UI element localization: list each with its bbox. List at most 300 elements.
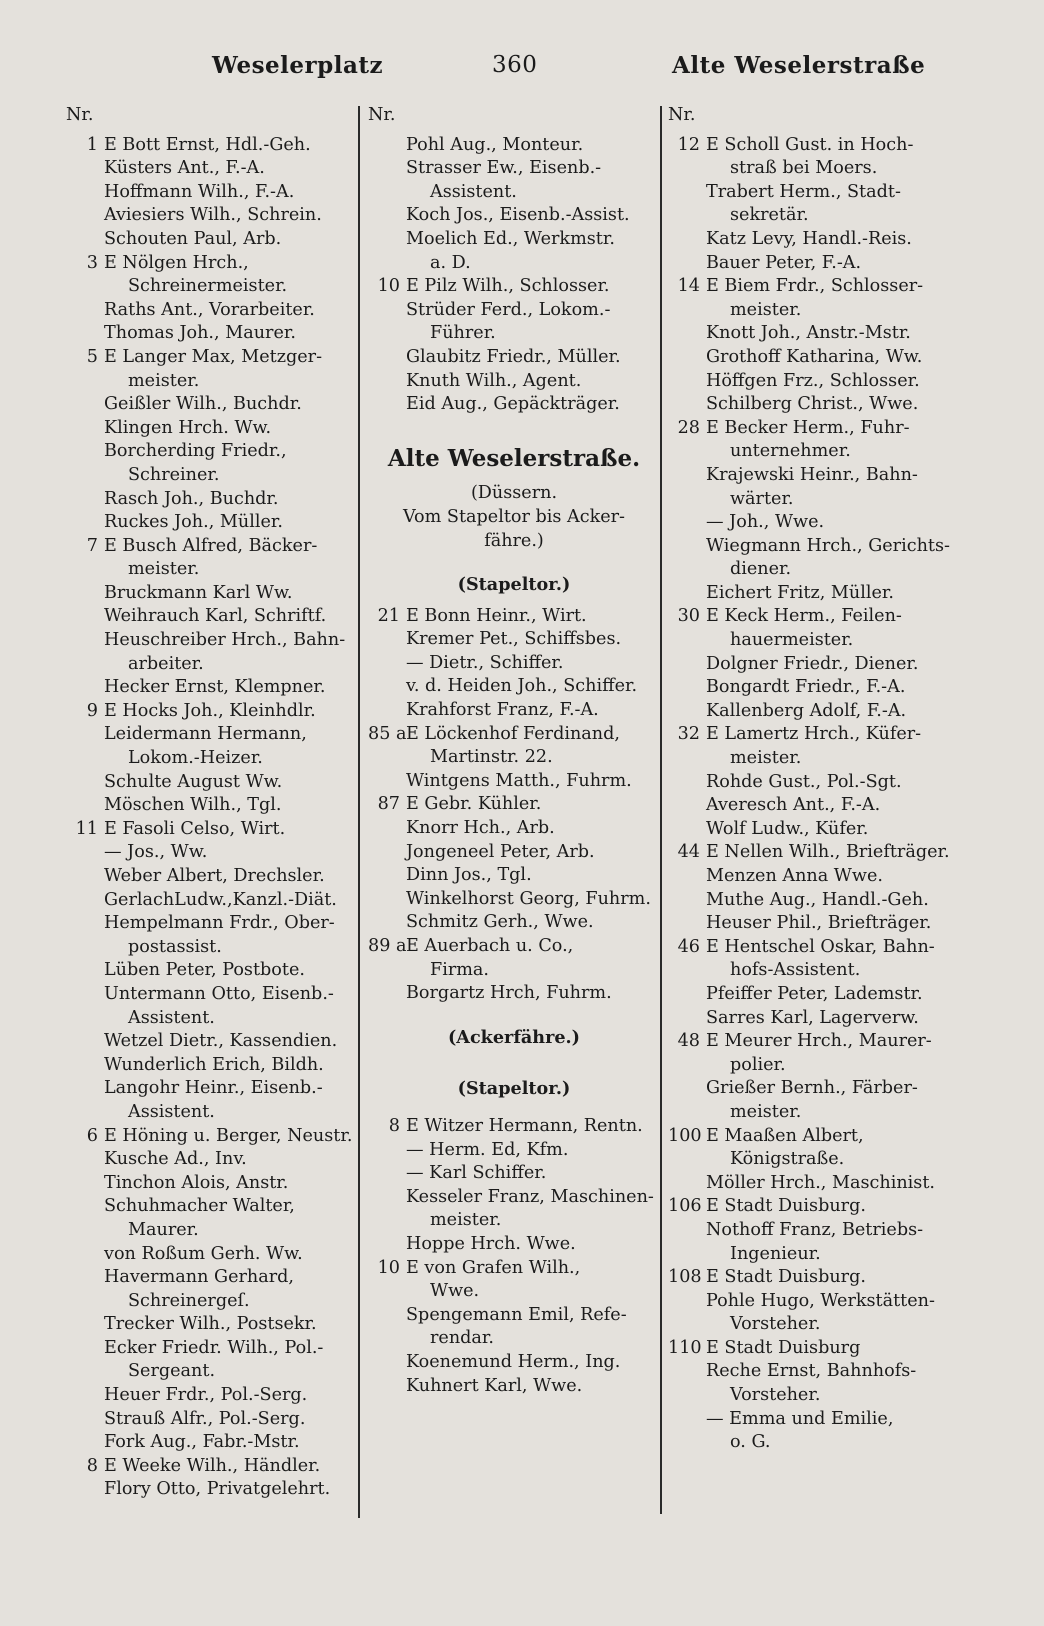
entry-text: Weber Albert, Drechsler. xyxy=(104,866,325,886)
list-item xyxy=(368,1327,660,1351)
list-item xyxy=(368,699,660,723)
entry-text: E Lamertz Hrch., Küfer- xyxy=(706,724,922,745)
column-heading: Nr. xyxy=(668,105,696,125)
section-heading: (Stapeltor.) xyxy=(457,1078,571,1100)
house-number: 6 xyxy=(86,1125,98,1146)
list-item xyxy=(668,204,968,228)
list-item xyxy=(66,228,356,252)
column-2 xyxy=(368,104,660,1398)
entry-text: E Nölgen Hrch., xyxy=(104,252,249,273)
list-item xyxy=(668,1125,968,1149)
entry-text: a. D. xyxy=(430,252,471,273)
entry-text: meister. xyxy=(730,748,802,769)
list-item xyxy=(66,582,356,606)
entry-list xyxy=(368,605,660,1006)
list-item xyxy=(668,1360,968,1384)
list-item xyxy=(66,1030,356,1054)
house-number: 12 xyxy=(677,134,700,155)
entry-text: E Nellen Wilh., Briefträger. xyxy=(706,842,950,863)
section-heading: (Stapeltor.) xyxy=(457,574,571,596)
entry-text: Pfeiffer Peter, Lademstr. xyxy=(706,983,923,1004)
entry-text: v. d. Heiden Joh., Schiffer. xyxy=(406,676,638,697)
list-item xyxy=(66,676,356,700)
entry-text: Schreiner. xyxy=(128,464,220,485)
entry-text: Muthe Aug., Handl.-Geh. xyxy=(706,889,929,910)
house-number: 85 a xyxy=(368,723,407,744)
entry-text: Klingen Hrch. Ww. xyxy=(104,417,272,438)
entry-text: rendar. xyxy=(430,1328,494,1349)
list-item xyxy=(368,134,660,158)
house-number: 3 xyxy=(86,252,98,273)
entry-text: Knorr Hch., Arb. xyxy=(406,818,555,839)
list-item xyxy=(66,1431,356,1455)
entry-text: polier. xyxy=(730,1054,786,1075)
entry-text: straß bei Moers. xyxy=(730,158,878,179)
entry-text: Firma. xyxy=(430,959,490,980)
list-item xyxy=(368,1115,660,1139)
list-item xyxy=(368,817,660,841)
list-item xyxy=(66,936,356,960)
list-item xyxy=(668,983,968,1007)
entry-text: Rasch Joh., Buchdr. xyxy=(104,488,279,509)
list-item xyxy=(66,1007,356,1031)
list-item xyxy=(66,912,356,936)
entry-text: Thomas Joh., Maurer. xyxy=(104,323,296,344)
list-item xyxy=(66,865,356,889)
list-item xyxy=(66,252,356,276)
entry-text: Krahforst Franz, F.-A. xyxy=(406,700,599,721)
entry-text: Pohl Aug., Monteur. xyxy=(406,134,584,155)
entry-text: Fork Aug., Fabr.-Mstr. xyxy=(104,1432,300,1453)
entry-text: Schilberg Christ., Wwe. xyxy=(706,394,919,415)
house-number: 7 xyxy=(86,535,98,556)
list-item xyxy=(368,1139,660,1163)
list-item xyxy=(668,1101,968,1125)
entry-text: arbeiter. xyxy=(128,653,204,674)
list-item xyxy=(368,1257,660,1281)
entry-text: Heuer Frdr., Pol.-Serg. xyxy=(104,1385,308,1406)
list-item xyxy=(368,181,660,205)
entry-text: wärter. xyxy=(730,488,794,509)
entry-text: Knott Joh., Anstr.-Mstr. xyxy=(706,323,911,344)
entry-text: E Auerbach u. Co., xyxy=(406,936,574,956)
entry-text: Königstraße. xyxy=(730,1149,845,1170)
list-item xyxy=(368,959,660,983)
entry-text: Nothoff Franz, Betriebs- xyxy=(706,1219,924,1240)
list-item xyxy=(66,1172,356,1196)
entry-text: Borcherding Friedr., xyxy=(104,441,287,462)
list-item xyxy=(66,794,356,818)
entry-text: Sarres Karl, Lagerverw. xyxy=(706,1007,919,1028)
entry-text: Grothoff Katharina, Ww. xyxy=(706,346,923,367)
list-item xyxy=(66,700,356,724)
list-item xyxy=(668,1408,968,1432)
house-number: 10 xyxy=(377,276,400,297)
house-number: 100 xyxy=(668,1125,702,1146)
list-item xyxy=(368,1351,660,1375)
list-item xyxy=(368,1162,660,1186)
list-item xyxy=(668,440,968,464)
entry-text: Schreinergeſ. xyxy=(128,1290,250,1311)
list-item xyxy=(66,488,356,512)
entry-text: Strauß Alfr., Pol.-Serg. xyxy=(104,1408,306,1429)
list-item xyxy=(668,723,968,747)
house-number: 14 xyxy=(677,276,700,297)
entry-text: E Becker Herm., Fuhr- xyxy=(706,417,910,438)
entry-text: Höffgen Frz., Schlosser. xyxy=(706,370,920,391)
list-item xyxy=(668,157,968,181)
entry-text: Pohle Hugo, Werkstätten- xyxy=(706,1290,935,1311)
entry-text: Eid Aug., Gepäckträger. xyxy=(406,394,620,415)
house-number: 5 xyxy=(86,346,98,367)
list-item xyxy=(368,393,660,417)
list-item xyxy=(668,370,968,394)
list-item xyxy=(66,771,356,795)
list-item xyxy=(66,1337,356,1361)
entry-text: Koch Jos., Eisenb.-Assist. xyxy=(406,205,630,226)
list-item xyxy=(66,1101,356,1125)
list-item xyxy=(368,605,660,629)
house-number: 89 a xyxy=(368,936,407,956)
list-item xyxy=(66,747,356,771)
entry-text: Wetzel Dietr., Kassendien. xyxy=(104,1031,338,1052)
entry-text: Vorsteher. xyxy=(730,1314,821,1335)
house-number: 9 xyxy=(86,700,98,721)
entry-text: Tinchon Alois, Anstr. xyxy=(104,1172,289,1193)
house-number: 110 xyxy=(668,1337,702,1358)
list-item xyxy=(66,299,356,323)
list-item xyxy=(66,605,356,629)
entry-text: Winkelhorst Georg, Fuhrm. xyxy=(406,888,651,909)
list-item xyxy=(368,252,660,276)
list-item xyxy=(368,157,660,181)
list-item xyxy=(368,746,660,770)
entry-text: Koenemund Herm., Ing. xyxy=(406,1351,621,1372)
entry-text: E Bonn Heinr., Wirt. xyxy=(406,605,587,626)
entry-text: o. G. xyxy=(730,1432,771,1453)
street-note: Vom Stapeltor bis Acker- xyxy=(402,506,626,527)
list-item xyxy=(66,1360,356,1384)
entry-text: E Stadt Duisburg. xyxy=(706,1267,866,1288)
list-item xyxy=(668,889,968,913)
entry-text: Möschen Wilh., Tgl. xyxy=(104,795,282,816)
list-item xyxy=(668,653,968,677)
entry-text: Kremer Pet., Schiffsbes. xyxy=(406,629,622,650)
entry-text: E Scholl Gust. in Hoch- xyxy=(706,134,914,155)
entry-text: E Stadt Duisburg xyxy=(706,1337,861,1358)
entry-text: meister. xyxy=(730,299,802,320)
entry-text: Menzen Anna Wwe. xyxy=(706,866,883,886)
entry-text: Strasser Ew., Eisenb.- xyxy=(406,158,602,179)
list-item xyxy=(66,181,356,205)
list-item xyxy=(668,346,968,370)
entry-text: Ingenieur. xyxy=(730,1243,821,1264)
entry-text: Reche Ernst, Bahnhofs- xyxy=(706,1361,917,1382)
list-item xyxy=(668,629,968,653)
entry-text: Wwe. xyxy=(430,1281,480,1302)
entry-text: Averesch Ant., F.-A. xyxy=(706,795,881,816)
entry-text: Sergeant. xyxy=(128,1361,216,1382)
list-item xyxy=(668,1172,968,1196)
list-item xyxy=(66,204,356,228)
entry-text: — Karl Schiffer. xyxy=(406,1163,547,1184)
entry-text: E Löckenhof Ferdinand, xyxy=(406,723,620,744)
list-item xyxy=(668,322,968,346)
list-item xyxy=(66,535,356,559)
list-item xyxy=(668,936,968,960)
entry-text: — Joh., Wwe. xyxy=(706,512,825,533)
entry-text: Lüben Peter, Postbote. xyxy=(104,960,305,981)
entry-text: Bruckmann Karl Ww. xyxy=(104,582,293,603)
entry-text: Katz Levy, Handl.-Reis. xyxy=(706,228,912,249)
entry-text: Bauer Peter, F.-A. xyxy=(706,252,862,273)
entry-text: Assistent. xyxy=(128,1007,215,1028)
list-item xyxy=(368,982,660,1006)
list-item xyxy=(668,134,968,158)
entry-text: Aviesiers Wilh., Schrein. xyxy=(104,205,322,226)
entry-text: Jongeneel Peter, Arb. xyxy=(406,841,595,862)
entry-text: Wintgens Matth., Fuhrm. xyxy=(406,770,632,791)
entry-text: Martinstr. 22. xyxy=(430,747,553,768)
entry-text: Ecker Friedr. Wilh., Pol.- xyxy=(104,1337,324,1358)
entry-text: E Hentschel Oskar, Bahn- xyxy=(706,936,935,957)
list-item xyxy=(368,888,660,912)
entry-text: Möller Hrch., Maschinist. xyxy=(706,1172,935,1193)
list-item xyxy=(668,1195,968,1219)
entry-text: Dinn Jos., Tgl. xyxy=(406,865,532,886)
list-item xyxy=(66,558,356,582)
list-item xyxy=(66,275,356,299)
list-item xyxy=(368,1233,660,1257)
list-item xyxy=(668,417,968,441)
list-item xyxy=(66,1313,356,1337)
entry-text: Vorsteher. xyxy=(730,1385,821,1406)
entry-list xyxy=(368,134,660,417)
house-number: 30 xyxy=(677,606,700,627)
street-note: (Düssern. xyxy=(470,483,558,504)
list-item xyxy=(668,1313,968,1337)
entry-text: Glaubitz Friedr., Müller. xyxy=(406,346,621,367)
list-item xyxy=(668,1007,968,1031)
list-item xyxy=(668,794,968,818)
list-item xyxy=(668,464,968,488)
entry-text: Hecker Ernst, Klempner. xyxy=(104,677,326,698)
list-item xyxy=(668,959,968,983)
list-item xyxy=(668,1337,968,1361)
column-3 xyxy=(668,104,968,1455)
house-number: 21 xyxy=(377,605,400,626)
entry-text: Assistent. xyxy=(430,181,517,202)
list-item xyxy=(668,275,968,299)
list-item xyxy=(668,1030,968,1054)
entry-text: Moelich Ed., Werkmstr. xyxy=(406,228,615,249)
street-title: Alte Weselerstraße. xyxy=(387,444,641,472)
entry-text: Rohde Gust., Pol.-Sgt. xyxy=(706,771,902,792)
entry-text: Dolgner Friedr., Diener. xyxy=(706,653,919,674)
list-item xyxy=(368,299,660,323)
list-item xyxy=(368,1186,660,1210)
running-head-left: Weselerplatz xyxy=(212,52,384,79)
entry-text: Trabert Herm., Stadt- xyxy=(706,181,901,202)
entry-text: E Langer Max, Metzger- xyxy=(104,346,323,367)
list-item xyxy=(66,417,356,441)
column-divider xyxy=(660,106,662,1514)
list-item xyxy=(66,841,356,865)
list-item xyxy=(668,511,968,535)
list-item xyxy=(668,1266,968,1290)
list-item xyxy=(66,1243,356,1267)
entry-text: E Biem Frdr., Schlosser- xyxy=(706,276,924,297)
list-item xyxy=(66,818,356,842)
house-number: 10 xyxy=(377,1257,400,1278)
list-item xyxy=(368,864,660,888)
list-item xyxy=(66,134,356,158)
entry-text: Ruckes Joh., Müller. xyxy=(104,512,283,533)
entry-text: Trecker Wilh., Postsekr. xyxy=(104,1314,317,1335)
list-item xyxy=(66,723,356,747)
entry-text: Führer. xyxy=(430,323,496,344)
list-item xyxy=(368,841,660,865)
list-item xyxy=(66,511,356,535)
entry-text: von Roßum Gerh. Ww. xyxy=(104,1243,303,1264)
list-item xyxy=(66,1219,356,1243)
entry-text: Schouten Paul, Arb. xyxy=(104,228,282,249)
house-number: 11 xyxy=(75,818,98,839)
entry-text: unternehmer. xyxy=(730,441,851,462)
list-item xyxy=(368,1280,660,1304)
entry-text: E Hocks Joh., Kleinhdlr. xyxy=(104,700,316,721)
entry-text: E Weeke Wilh., Händler. xyxy=(104,1455,321,1476)
entry-text: sekretär. xyxy=(730,205,809,226)
entry-text: Lokom.-Heizer. xyxy=(128,748,263,769)
entry-text: Havermann Gerhard, xyxy=(104,1267,294,1288)
entry-text: E Bott Ernst, Hdl.-Geh. xyxy=(104,134,311,155)
list-item xyxy=(66,1455,356,1479)
list-item xyxy=(66,464,356,488)
list-item xyxy=(668,605,968,629)
entry-text: — Emma und Emilie, xyxy=(706,1408,894,1429)
list-item xyxy=(668,488,968,512)
list-item xyxy=(368,322,660,346)
list-item xyxy=(66,322,356,346)
list-item xyxy=(368,204,660,228)
entry-text: Krajewski Heinr., Bahn- xyxy=(706,464,918,485)
entry-text: Kallenberg Adolf, F.-A. xyxy=(706,700,907,721)
list-item xyxy=(668,1148,968,1172)
entry-text: Spengemann Emil, Refe- xyxy=(406,1304,627,1325)
entry-text: Wiegmann Hrch., Gerichts- xyxy=(706,535,950,556)
list-item xyxy=(66,1408,356,1432)
entry-text: meister. xyxy=(128,370,200,391)
entry-text: E Keck Herm., Feilen- xyxy=(706,606,902,627)
house-number: 32 xyxy=(677,724,700,745)
entry-text: Wunderlich Erich, Bildh. xyxy=(104,1054,324,1075)
entry-text: Strüder Ferd., Lokom.- xyxy=(406,299,611,320)
entry-text: Hoffmann Wilh., F.-A. xyxy=(104,181,295,202)
list-item xyxy=(66,1148,356,1172)
entry-text: Kusche Ad., Inv. xyxy=(104,1149,247,1170)
list-item xyxy=(66,1054,356,1078)
list-item xyxy=(368,275,660,299)
entry-text: Hoppe Hrch. Wwe. xyxy=(406,1233,576,1254)
list-item xyxy=(668,228,968,252)
house-number: 48 xyxy=(677,1031,700,1052)
list-item xyxy=(368,675,660,699)
street-note: fähre.) xyxy=(484,530,544,551)
entry-text: hauermeister. xyxy=(730,630,854,651)
list-item xyxy=(368,770,660,794)
list-item xyxy=(668,1384,968,1408)
list-item xyxy=(368,1209,660,1233)
section-heading: (Ackerfähre.) xyxy=(447,1026,580,1048)
list-item xyxy=(368,1375,660,1399)
entry-text: Langohr Heinr., Eisenb.- xyxy=(104,1078,323,1099)
list-item xyxy=(66,440,356,464)
list-item xyxy=(368,935,660,959)
entry-text: — Herm. Ed, Kfm. xyxy=(406,1139,569,1160)
list-item xyxy=(668,1077,968,1101)
entry-text: Kuhnert Karl, Wwe. xyxy=(406,1375,583,1396)
entry-text: Schuhmacher Walter, xyxy=(104,1196,295,1217)
entry-text: E Pilz Wilh., Schlosser. xyxy=(406,276,610,297)
entry-text: E Witzer Hermann, Rentn. xyxy=(406,1115,643,1136)
entry-text: meister. xyxy=(730,1101,802,1122)
list-item xyxy=(368,793,660,817)
entry-text: Hempelmann Frdr., Ober- xyxy=(104,913,335,934)
entry-text: — Dietr., Schiffer. xyxy=(406,652,564,673)
entry-text: E Busch Alfred, Bäcker- xyxy=(104,535,318,556)
entry-text: hofs-Assistent. xyxy=(730,960,861,981)
entry-text: E Gebr. Kühler. xyxy=(406,794,542,815)
list-item xyxy=(66,889,356,913)
house-number: 1 xyxy=(86,134,98,155)
column-heading: Nr. xyxy=(66,105,94,125)
entry-text: E Stadt Duisburg. xyxy=(706,1196,866,1217)
list-item xyxy=(66,959,356,983)
column-divider xyxy=(358,106,360,1518)
list-item xyxy=(668,582,968,606)
list-item xyxy=(668,558,968,582)
house-number: 106 xyxy=(668,1196,702,1217)
list-item xyxy=(66,1077,356,1101)
list-item xyxy=(668,252,968,276)
entry-list xyxy=(668,134,968,1455)
entry-text: Schmitz Gerh., Wwe. xyxy=(406,912,594,933)
entry-text: Raths Ant., Vorarbeiter. xyxy=(104,299,315,320)
list-item xyxy=(66,346,356,370)
list-item xyxy=(66,983,356,1007)
house-number: 87 xyxy=(377,794,400,815)
entry-text: Untermann Otto, Eisenb.- xyxy=(104,983,334,1004)
list-item xyxy=(668,299,968,323)
list-item xyxy=(668,747,968,771)
list-item xyxy=(368,911,660,935)
list-item xyxy=(66,157,356,181)
entry-text: diener. xyxy=(730,559,792,580)
entry-text: Heuser Phil., Briefträger. xyxy=(706,913,932,934)
entry-text: Eichert Fritz, Müller. xyxy=(706,582,894,603)
house-number: 28 xyxy=(677,417,700,438)
list-item xyxy=(66,1125,356,1149)
list-item xyxy=(66,1384,356,1408)
list-item xyxy=(668,393,968,417)
entry-text: Assistent. xyxy=(128,1101,215,1122)
entry-text: Weihrauch Karl, Schriftf. xyxy=(104,606,327,627)
entry-text: E Fasoli Celso, Wirt. xyxy=(104,818,286,839)
entry-text: Schreinermeister. xyxy=(128,276,288,297)
list-item xyxy=(368,628,660,652)
list-item xyxy=(66,370,356,394)
